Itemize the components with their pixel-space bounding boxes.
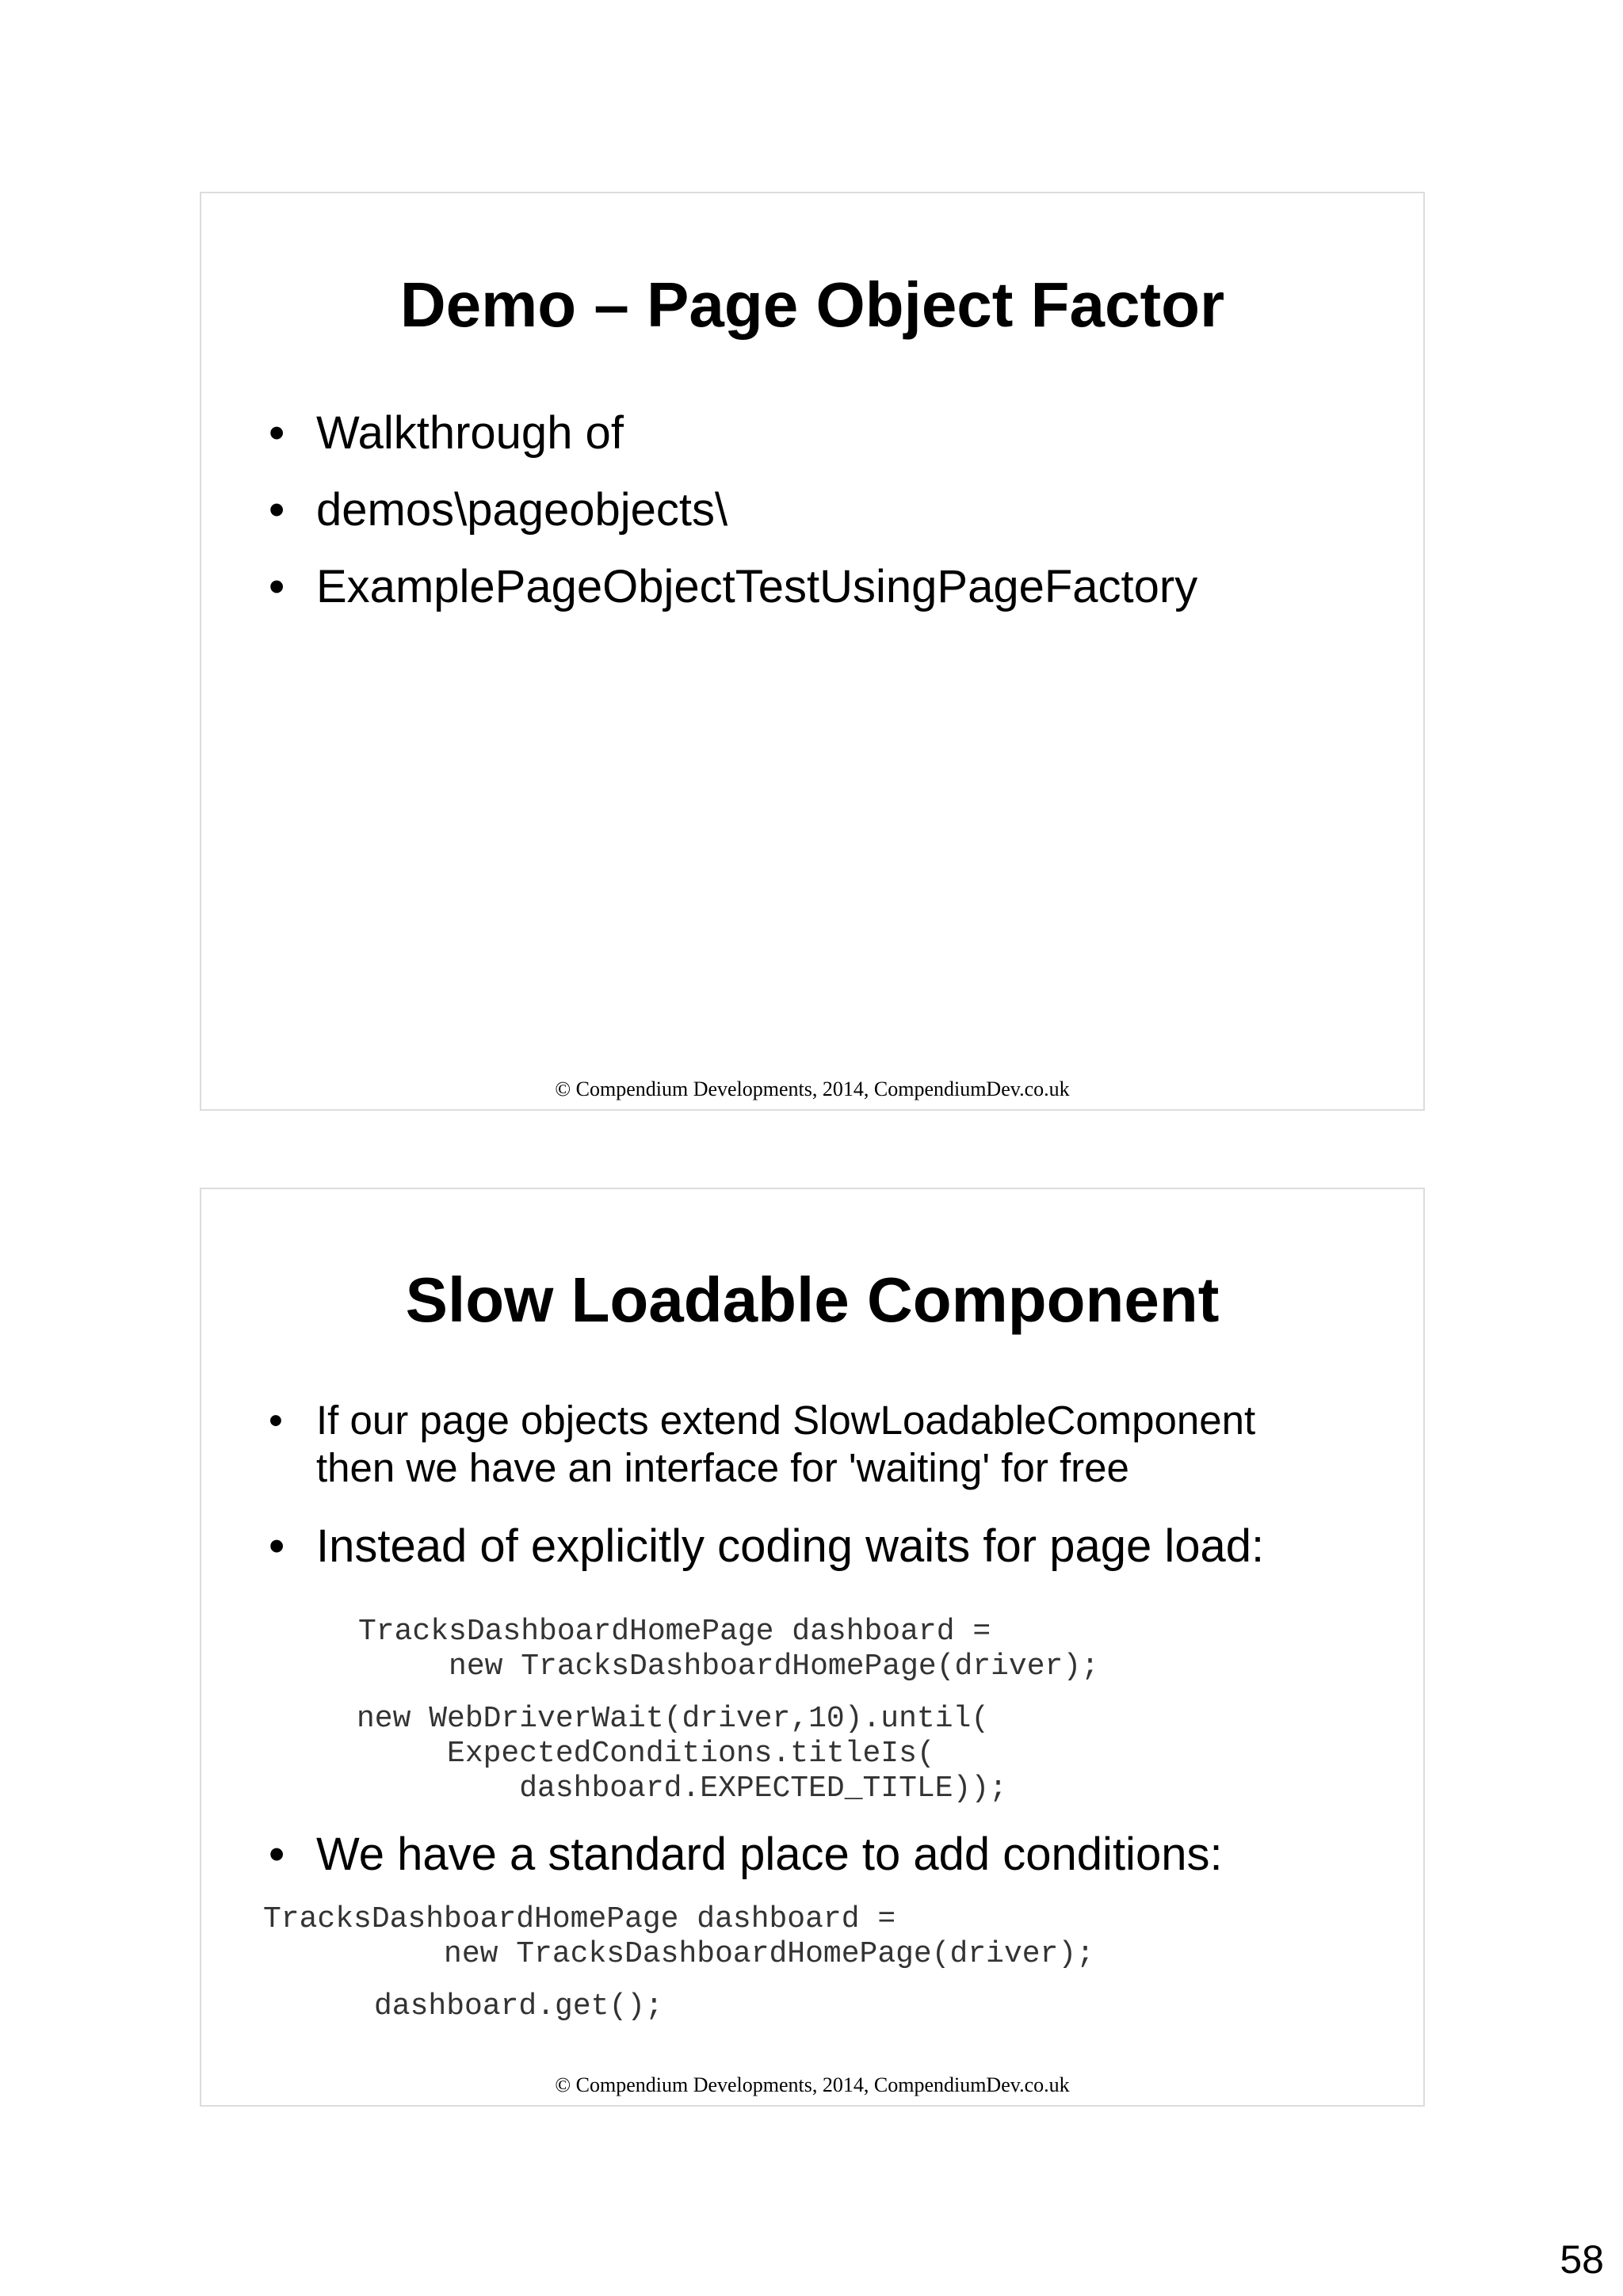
code-block: TracksDashboardHomePage dashboard = new TracksDashboardHomePage(driver); (358, 1615, 1099, 1684)
bullet-text: demos\pageobjects\ (316, 484, 728, 536)
bullet-icon: • (269, 1829, 285, 1880)
slide-footer: © Compendium Developments, 2014, CompendiumDev.co.uk (555, 1077, 1070, 1100)
slide-2 (200, 1188, 1425, 2107)
slide-footer: © Compendium Developments, 2014, CompendiumDev.co.uk (555, 2073, 1070, 2096)
bullet-icon: • (269, 484, 285, 536)
bullet-text: Walkthrough of (316, 407, 624, 459)
bullet-text: We have a standard place to add conditions: (316, 1829, 1223, 1880)
code-block: new WebDriverWait(driver,10).until( ExpectedConditions.titleIs( dashboard.EXPECTED_TITLE)); (357, 1702, 1007, 1806)
slide-1 (200, 192, 1425, 1111)
bullet-text: ExamplePageObjectTestUsingPageFactory (316, 561, 1198, 612)
bullet-icon: • (269, 1520, 285, 1572)
bullet-icon: • (269, 1398, 283, 1443)
page-number: 58 (1560, 2237, 1604, 2282)
bullet-text: Instead of explicitly coding waits for page load: (316, 1520, 1265, 1572)
code-block: dashboard.get(); (374, 1989, 663, 2023)
bullet-icon: • (269, 561, 285, 612)
code-block: TracksDashboardHomePage dashboard = new TracksDashboardHomePage(driver); (263, 1902, 1094, 1971)
bullet-text: If our page objects extend SlowLoadableComponent then we have an interface for 'waiting' for free (316, 1398, 1256, 1490)
slide-title: Demo – Page Object Factor (399, 269, 1225, 340)
slide-title: Slow Loadable Component (405, 1264, 1220, 1335)
bullet-icon: • (269, 407, 285, 459)
